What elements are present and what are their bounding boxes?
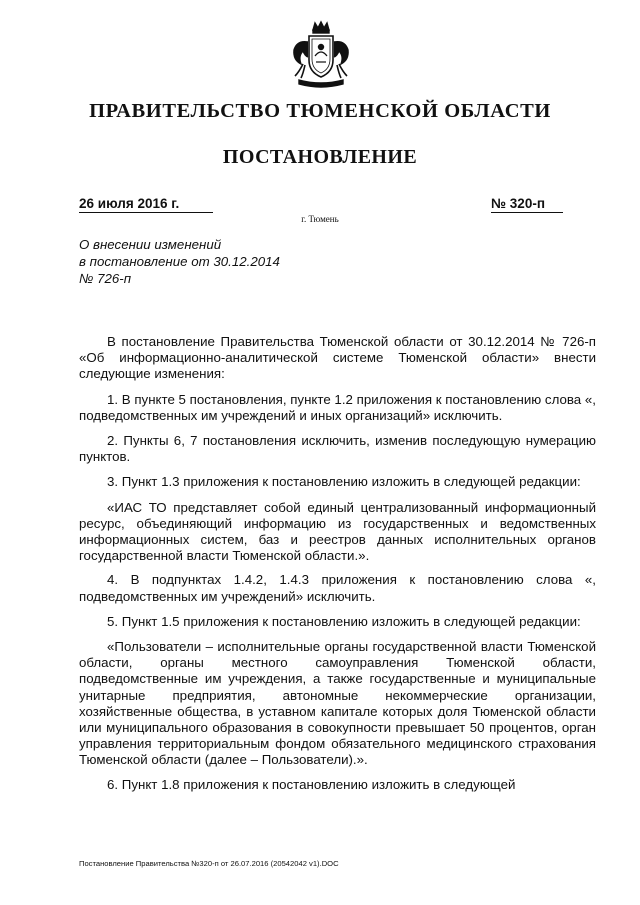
body-paragraph-item-1: 1. В пункте 5 постановления, пункте 1.2 приложения к постановлению слова «, подведомственных им учреждений и иных организаций» исключить. xyxy=(79,391,596,423)
subject-line: О внесении изменений xyxy=(79,237,222,252)
body-paragraph-item-6: 6. Пункт 1.8 приложения к постановлению изложить в следующей xyxy=(107,776,516,792)
coat-of-arms-icon xyxy=(289,20,353,92)
document-body xyxy=(79,334,596,802)
subject-line: № 726-п xyxy=(79,271,132,286)
organization-title: ПРАВИТЕЛЬСТВО ТЮМЕНСКОЙ ОБЛАСТИ xyxy=(89,100,551,122)
document-date: 26 июля 2016 г. xyxy=(79,196,213,213)
body-paragraph-item-4: 4. В подпунктах 1.4.2, 1.4.3 приложения к постановлению слова «, подведомственных им учреждений» исключить. xyxy=(79,572,596,604)
body-paragraph-quote-1-3: «ИАС ТО представляет собой единый централизованный информационный ресурс, объединяющий информацию из государственных и ведомственных информационных систем, баз и реестров данных исполнительных органов государственной власти Тюменской области.». xyxy=(79,499,596,564)
document-number: № 320-п xyxy=(491,196,563,213)
subject-line: в постановление от 30.12.2014 xyxy=(79,254,280,269)
body-paragraph-intro: В постановление Правительства Тюменской области от 30.12.2014 № 726-п «Об информационно-аналитической системе Тюменской области» внести следующие изменения: xyxy=(79,334,596,382)
document-type-heading: ПОСТАНОВЛЕНИЕ xyxy=(222,146,418,168)
body-paragraph-item-5: 5. Пункт 1.5 приложения к постановлению изложить в следующей редакции: xyxy=(107,613,581,629)
body-paragraph-item-3: 3. Пункт 1.3 приложения к постановлению изложить в следующей редакции: xyxy=(107,474,581,490)
body-paragraph-quote-1-5: «Пользователи – исполнительные органы государственной власти Тюменской области, органы местного самоуправления Тюменской области, подведомственные им учреждения, а также государственные и муниципальные унитарные предприятия, автономные некоммерческие организации, хозяйственные общества, в уставном капитале которых доля Тюменской области или муниципального образования в совокупности превышает 50 процентов, орган управления территориальным фондом обязательного медицинского страхования Тюменской области (далее – Пользователи).». xyxy=(79,639,596,768)
body-paragraph-item-2: 2. Пункты 6, 7 постановления исключить, изменив последующую нумерацию пунктов. xyxy=(79,433,596,465)
document-city: г. Тюмень xyxy=(301,214,339,224)
document-subject xyxy=(79,236,339,287)
footer-file-label: Постановление Правительства №320-п от 26.07.2016 (20542042 v1).DOC xyxy=(79,859,339,868)
